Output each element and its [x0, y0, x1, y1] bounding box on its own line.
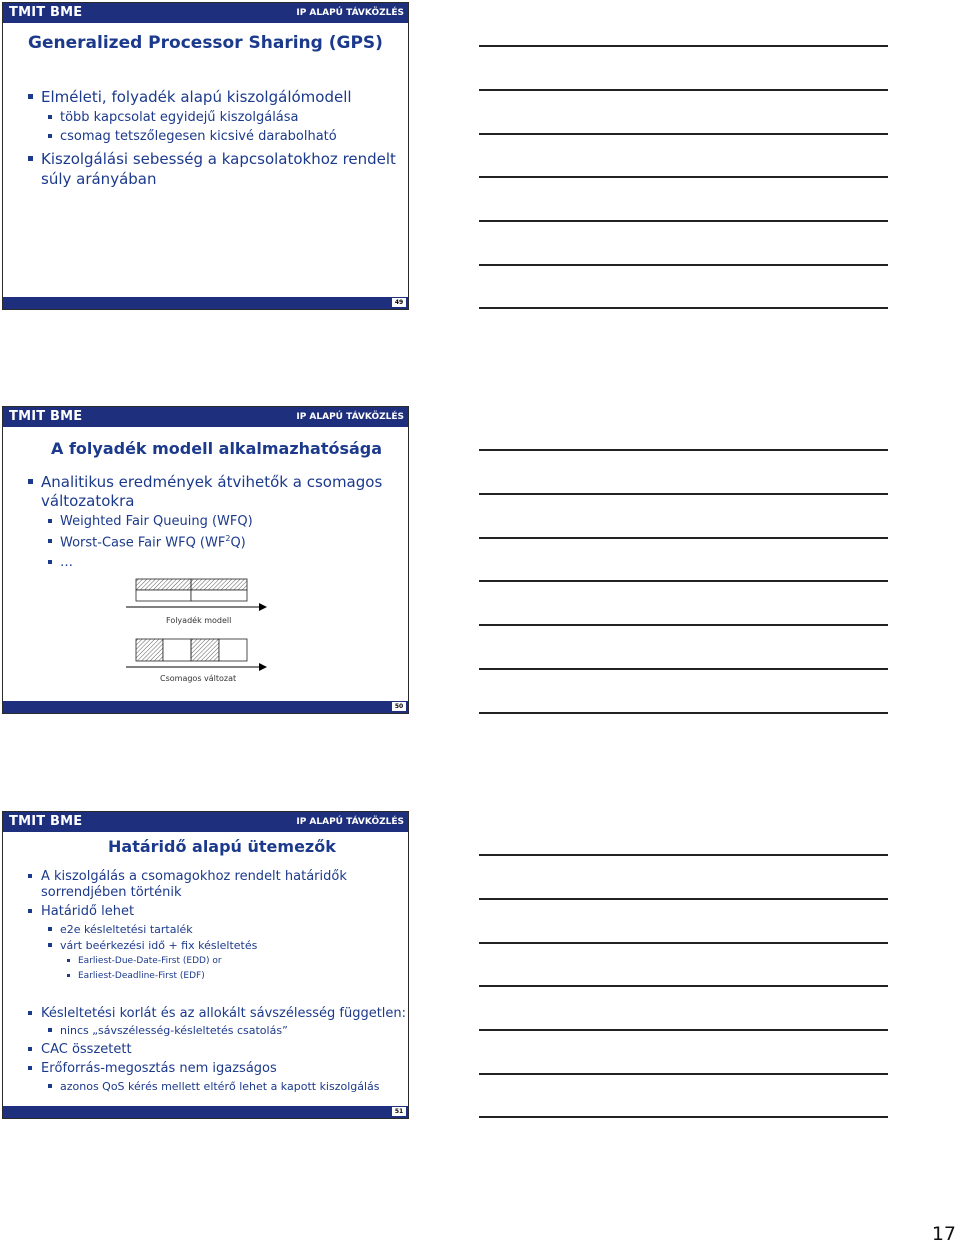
bullet-item: Erőforrás-megosztás nem igazságos	[41, 1061, 277, 1076]
fluid-model-bar	[136, 579, 247, 601]
header-left: TMIT BME	[9, 814, 83, 829]
bullet-item: csomag tetszőlegesen kicsivé darabolható	[60, 129, 337, 144]
note-line	[479, 1073, 888, 1075]
packet-model-bar	[136, 639, 247, 661]
bullet-item-continuation: sorrendjében történik	[41, 885, 182, 900]
note-line	[479, 1116, 888, 1118]
header-right: IP ALAPÚ TÁVKÖZLÉS	[296, 412, 404, 422]
bullet-item: Késleltetési korlát és az allokált sávszélesség független:	[41, 1006, 406, 1021]
note-line	[479, 898, 888, 900]
bullet-item: Worst-Case Fair WFQ $(WF^2Q)$	[60, 534, 246, 550]
header-right: IP ALAPÚ TÁVKÖZLÉS	[296, 8, 404, 18]
note-line	[479, 668, 888, 670]
bullet-item-continuation: változatokra	[41, 492, 135, 510]
bullet-item: várt beérkezési idő + fix késleltetés	[60, 939, 257, 952]
bullet-item: Határidő lehet	[41, 904, 134, 919]
header-left: TMIT BME	[9, 5, 83, 20]
slide-number: 51	[392, 1107, 406, 1116]
bullet-item-continuation: súly arányában	[41, 170, 157, 188]
fluid-model-label: Folyadék modell	[166, 616, 232, 625]
slide-title: A folyadék modell alkalmazhatósága	[51, 439, 383, 458]
bullet-item: e2e késleltetési tartalék	[60, 923, 193, 936]
header-left: TMIT BME	[9, 409, 83, 424]
bullet-item: Earliest-Due-Date-First (EDD) or	[78, 956, 222, 966]
note-line	[479, 176, 888, 178]
fluid-vs-packet-diagram	[121, 575, 271, 685]
packet-model-label: Csomagos változat	[160, 674, 237, 683]
bullet-item: azonos QoS kérés mellett eltérő lehet a kapott kiszolgálás	[60, 1080, 380, 1093]
note-line	[479, 712, 888, 714]
slide-50	[2, 406, 409, 714]
note-line	[479, 133, 888, 135]
note-line	[479, 449, 888, 451]
slide-title: Generalized Processor Sharing (GPS)	[28, 33, 383, 53]
slide-51	[2, 811, 409, 1119]
note-line	[479, 89, 888, 91]
note-line	[479, 307, 888, 309]
slide-footer	[3, 297, 408, 309]
note-line	[479, 493, 888, 495]
note-line	[479, 45, 888, 47]
bullet-item: Earliest-Deadline-First (EDF)	[78, 971, 205, 981]
bullet-item: Weighted Fair Queuing (WFQ)	[60, 514, 253, 529]
note-line	[479, 1029, 888, 1031]
bullet-item: nincs „sávszélesség-késleltetés csatolás”	[60, 1024, 288, 1037]
slide-49	[2, 2, 409, 310]
bullet-item: Analitikus eredmények átvihetők a csomagos	[41, 473, 382, 491]
slide-header	[3, 3, 408, 23]
arrow-head-icon	[259, 603, 267, 611]
note-line	[479, 537, 888, 539]
bullet-item: Elméleti, folyadék alapú kiszolgálómodell	[41, 88, 352, 106]
bullet-item: több kapcsolat egyidejű kiszolgálása	[60, 110, 299, 125]
arrow-head-icon	[259, 663, 267, 671]
bullet-item: CAC összetett	[41, 1042, 132, 1057]
bullet-item: …	[60, 555, 73, 570]
slide-number: 49	[392, 298, 406, 307]
slide-title: Határidő alapú ütemezők	[108, 837, 336, 856]
bullet-item: Kiszolgálási sebesség a kapcsolatokhoz rendelt	[41, 150, 396, 168]
slide-header	[3, 407, 408, 427]
slide-header	[3, 812, 408, 832]
slide-footer	[3, 701, 408, 713]
note-line	[479, 985, 888, 987]
note-line	[479, 264, 888, 266]
page-number: 17	[931, 1223, 956, 1245]
note-line	[479, 220, 888, 222]
slide-footer	[3, 1106, 408, 1118]
note-line	[479, 580, 888, 582]
note-line	[479, 624, 888, 626]
slide-number: 50	[392, 702, 406, 711]
note-line	[479, 942, 888, 944]
bullet-item: A kiszolgálás a csomagokhoz rendelt határidők	[41, 869, 347, 884]
header-right: IP ALAPÚ TÁVKÖZLÉS	[296, 817, 404, 827]
note-line	[479, 854, 888, 856]
